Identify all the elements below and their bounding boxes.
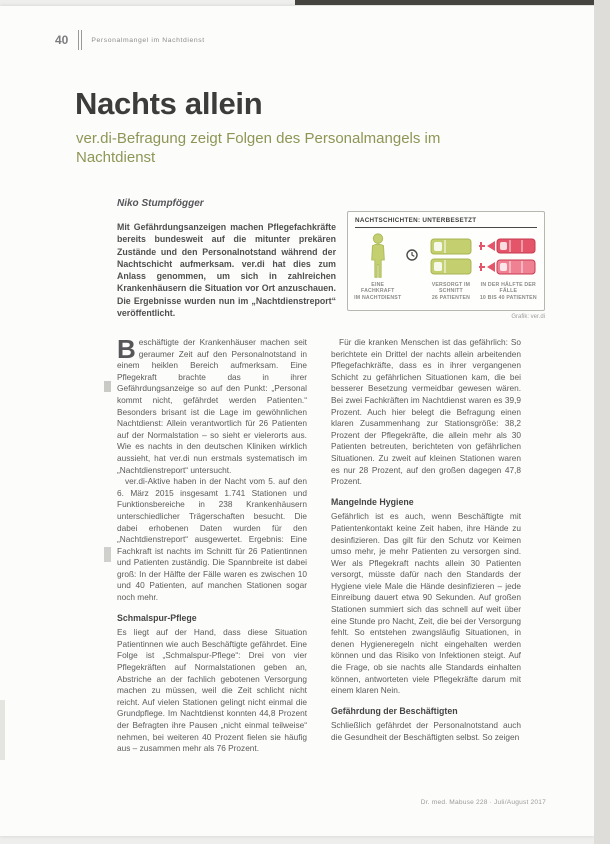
clock-icon bbox=[406, 249, 418, 261]
body-column-right bbox=[331, 337, 521, 795]
page-header bbox=[55, 30, 205, 50]
section-heading-mangelnde-hygiene: Mangelnde Hygiene bbox=[331, 496, 414, 507]
label-line-1: EINE FACHKRAFT bbox=[360, 282, 395, 295]
paragraph-text: eschäftigte der Krankenhäuser machen seit geraumer Zeit auf den Personalnotstand in einem heiklen Bereich aufmerksam. Eine Pflegekraft brachte das in ihrer Gefährdungsanzeige so auf den Punkt: „Personal kommt nicht, gefährdet werden Patienten.“ Besonders brisant ist die Lage im gewöhnlichen Nachtdienst: Allein verantwortlich für 26 Patienten auf der Normalstation – so sieht er vielerorts aus. Wie es nachts in den deutschen Kliniken wirklich aussieht, hat ver.di nun erstmals systematisch im „Nachtdienstreport“ untersucht. bbox=[117, 337, 307, 475]
lead-paragraph: Mit Gefährdungsanzeigen machen Pflegefachkräfte bereits bundesweit auf die mitunter prekären Zustände und den Personalnotstand während der Nachtschicht aufmerksam. ver.di hat dies zum Anlass genommen, um sich in zahlreichen Krankenhäusern die Situation vor Ort anzuschauen. Die Ergebnisse wurden nun im „Nachtdienstreport“ veröffentlicht. bbox=[117, 222, 336, 319]
infographic-box bbox=[347, 211, 545, 311]
page-footer: Dr. med. Mabuse 228 · Juli/August 2017 bbox=[420, 799, 546, 806]
infographic-title: NACHTSCHICHTEN: UNTERBESETZT bbox=[355, 217, 477, 224]
body-paragraph: Schließlich gefährdet der Personalnotstand auch die Gesundheit der Beschäftigten selbst. So zeigen bbox=[331, 720, 521, 742]
infographic-label bbox=[479, 282, 538, 301]
infographic-item-nurse bbox=[354, 233, 401, 301]
scan-artifact-right-edge bbox=[594, 0, 610, 844]
infographic-item-beds bbox=[423, 233, 478, 301]
section-heading-gefaehrdung: Gefährdung der Beschäftigten bbox=[331, 705, 458, 716]
body-paragraph: ver.di-Aktive haben in der Nacht vom 5. auf den 6. März 2015 insgesamt 1.741 Stationen und Funktionsbereiche in 238 Krankenhäusern unterschiedlicher Trägerschaften besucht. Die dabei erhobenen Daten wurden für den „Nachtdienstreport“ ausgewertet. Ergebnis: Eine Fachkraft ist nachts im Schnitt für 26 Patientinnen und Patienten zuständig. Die Spannbreite ist dabei groß: In der Hälfte der Fälle waren es zwischen 10 und 40 Patienten, auf manchen Stationen sogar noch mehr. bbox=[117, 476, 307, 603]
body-paragraph bbox=[117, 337, 307, 476]
scan-artifact-top bbox=[295, 0, 610, 5]
body-column-left bbox=[117, 337, 307, 797]
scan-artifact-left-edge bbox=[0, 700, 5, 760]
label-line-1: VERSORGT IM SCHNITT bbox=[431, 282, 471, 295]
page-number: 40 bbox=[55, 33, 69, 47]
body-paragraph: Für die kranken Menschen ist das gefährlich: So berichtete ein Drittel der nachts allein arbeitenden Pflegefachkräfte, dass es in ihrer vergangenen Schicht zu gefährlichen Situationen kam, die bei besserer Besetzung vermeidbar gewesen wären. Bei zwei Fachkräften im Nachtdienst waren es 39,9 Prozent. Auch hier belegt die Befragung einen klaren Zusammenhang zur Stationsgröße: 38,2 Prozent der Pflegekräfte, die allein mehr als 30 Patienten betreuten, berichteten von gefährlichen Situationen. Zu zweit auf kleinen Stationen waren es nur 28 Prozent, auf den großen dagegen 47,8 Prozent. bbox=[331, 337, 521, 487]
patient-beds-icon bbox=[430, 233, 472, 279]
body-paragraph: Es liegt auf der Hand, dass diese Situation Patientinnen wie auch Beschäftigte gefährdet. Eine Folge ist „Schmalspur-Pflege“: Drei von vier Pflegekräften auf Normalstationen geben an, Abstriche an der fachlich gebotenen Versorgung machen zu müssen, weil die Zeit schlicht nicht reicht. Auf vielen Stationen gelingt nicht einmal die Grundpflege. Im Nachtdienst konnten 44,8 Prozent der Befragten ihre Pausen „nicht einmal teilweise“ nehmen, bei weiteren 40 Prozent fielen sie häufig aus – zusammen mehr als 76 Prozent. bbox=[117, 627, 307, 754]
article-subtitle: ver.di-Befragung zeigt Folgen des Personalmangels im Nachtdienst bbox=[76, 130, 441, 166]
scan-artifact-margin-mark bbox=[104, 547, 111, 562]
infographic-credit: Grafik: ver.di bbox=[511, 314, 545, 320]
header-divider bbox=[78, 30, 82, 50]
section-heading-schmalspur-pflege: Schmalspur-Pflege bbox=[117, 612, 197, 623]
overload-beds-icon bbox=[479, 233, 537, 279]
label-line-2: 26 PATIENTEN bbox=[431, 294, 471, 301]
infographic-item-clock bbox=[401, 233, 423, 261]
running-head: Personalmangel im Nachtdienst bbox=[91, 36, 205, 44]
infographic-item-overload bbox=[479, 233, 538, 301]
author-byline: Niko Stumpfögger bbox=[117, 198, 204, 209]
article-title: Nachts allein bbox=[75, 86, 263, 121]
drop-cap: B bbox=[117, 337, 136, 364]
scan-artifact-margin-mark bbox=[104, 381, 111, 392]
infographic-label bbox=[354, 282, 401, 301]
infographic-body bbox=[348, 228, 544, 301]
nurse-figure-icon bbox=[367, 233, 389, 279]
body-paragraph: Gefährlich ist es auch, wenn Beschäftigte mit Patientenkontakt keine Zeit haben, ihre Hände zu desinfizieren. Das gilt für den Schutz vor Keimen umso mehr, je mehr Patienten zu versorgen sind. Wer als Pflegekraft nachts allein 30 Patienten versorgt, müsste dafür nach den Standards der Hygiene viele Male die Hände desinfizieren – jede Einreibung dauert etwa 90 Sekunden. Auf großen Stationen summiert sich das schnell auf weit über eine Stunde pro Nacht, Zeit, die bei der Versorgung fehlt. So entstehen zwangsläufig Situationen, in denen Hygieneregeln nicht eingehalten werden können und das Risiko von Infektionen steigt. Auf die Frage, ob sie nachts alle Standards einhalten können, antworteten viele Pflegekräfte darum mit einem klaren Nein. bbox=[331, 511, 521, 696]
label-line-2: 10 BIS 40 PATIENTEN bbox=[479, 294, 537, 301]
label-line-2: IM NACHTDIENST bbox=[354, 294, 402, 301]
infographic-label bbox=[423, 282, 478, 301]
label-line-1: IN DER HÄLFTE DER FÄLLE bbox=[480, 282, 536, 295]
